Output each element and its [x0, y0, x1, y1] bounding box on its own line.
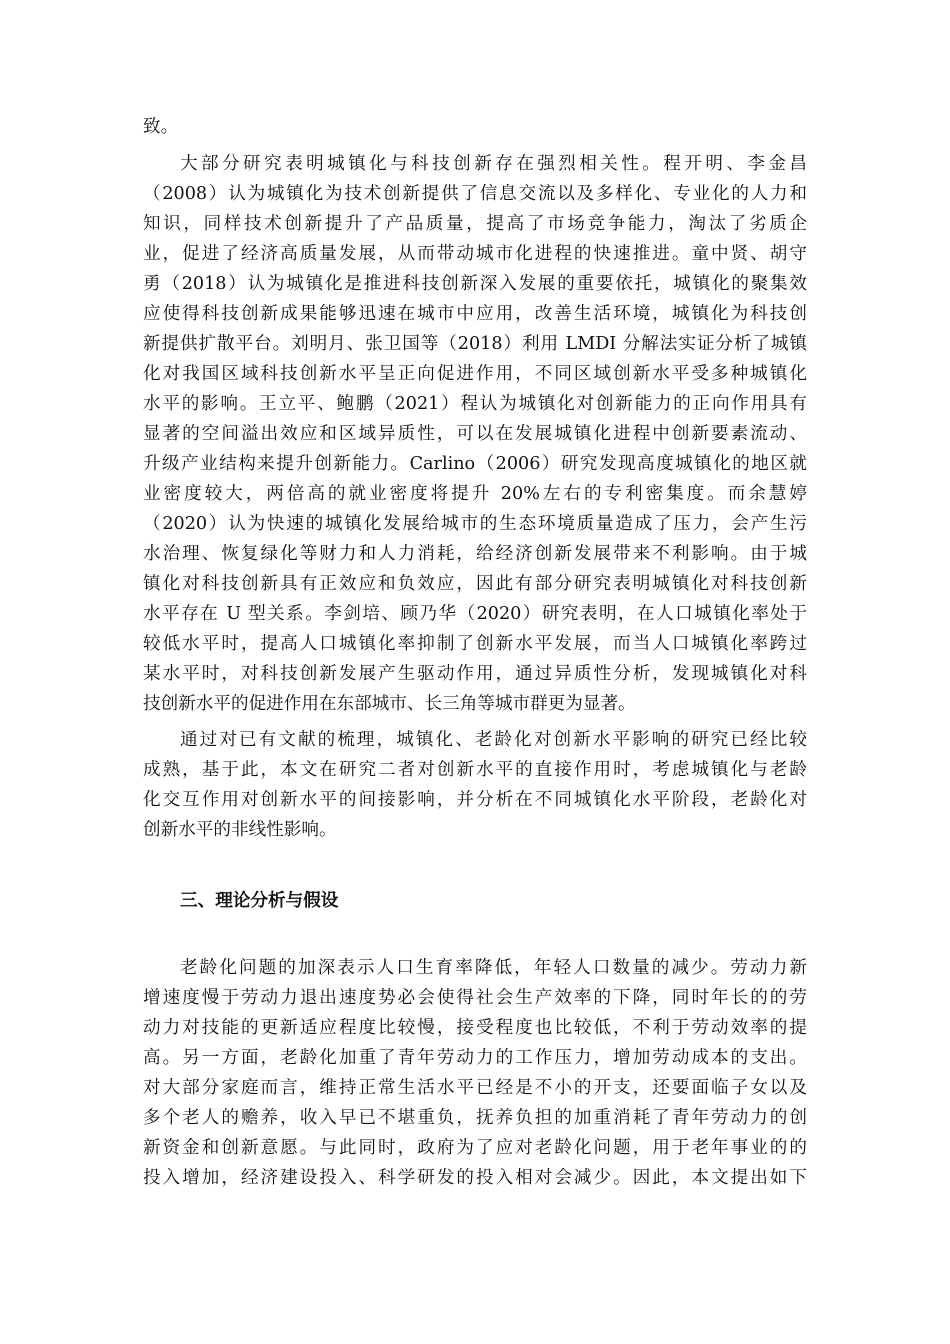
text-line: 化交互作用对创新水平的间接影响，并分析在不同城镇化水平阶段，老龄化对 [143, 790, 807, 810]
text-line: 投入增加，经济建设投入、科学研发的投入相对会减少。因此，本文提出如下 [143, 1168, 807, 1188]
text-line: 业密度较大，两倍高的就业密度将提升 20%左右的专利密集度。而余慧婷 [143, 484, 807, 504]
text-line: 新资金和创新意愿。与此同时，政府为了应对老龄化问题，用于老年事业的的 [143, 1138, 807, 1158]
text-line: 动力对技能的更新适应程度比较慢，接受程度也比较低，不利于劳动效率的提 [143, 1018, 807, 1038]
text-line: 某水平时，对科技创新发展产生驱动作用，通过异质性分析，发现城镇化对科 [143, 664, 807, 684]
text-line: 多个老人的赡养，收入早已不堪重负，抚养负担的加重消耗了青年劳动力的创 [143, 1108, 807, 1128]
text-line: 对大部分家庭而言，维持正常生活水平已经是不小的开支，还要面临子女以及 [143, 1078, 807, 1098]
section-heading: 三、理论分析与假设 [180, 891, 339, 911]
text-line: 技创新水平的促进作用在东部城市、长三角等城市群更为显著。 [143, 694, 636, 714]
text-line: 业，促进了经济高质量发展，从而带动城市化进程的快速推进。童中贤、胡守 [143, 244, 807, 264]
text-line: 水平的影响。王立平、鲍鹏（2021）程认为城镇化对创新能力的正向作用具有 [143, 394, 807, 414]
text-line: 水治理、恢复绿化等财力和人力消耗，给经济创新发展带来不利影响。由于城 [143, 544, 807, 564]
text-line: 升级产业结构来提升创新能力。Carlino（2006）研究发现高度城镇化的地区就 [143, 454, 807, 474]
text-line: 高。另一方面，老龄化加重了青年劳动力的工作压力，增加劳动成本的支出。 [143, 1048, 807, 1068]
text-line: （2020）认为快速的城镇化发展给城市的生态环境质量造成了压力，会产生污 [143, 514, 807, 534]
text-line: 增速度慢于劳动力退出速度势必会使得社会生产效率的下降，同时年长的的劳 [143, 988, 807, 1008]
text-line: 致。 [143, 117, 179, 137]
text-line: 镇化对科技创新具有正效应和负效应，因此有部分研究表明城镇化对科技创新 [143, 574, 807, 594]
text-line: 显著的空间溢出效应和区域异质性，可以在发展城镇化进程中创新要素流动、 [143, 424, 807, 444]
text-line: 勇（2018）认为城镇化是推进科技创新深入发展的重要依托，城镇化的聚集效 [143, 274, 807, 294]
text-line: 知识，同样技术创新提升了产品质量，提高了市场竞争能力，淘汰了劣质企 [143, 214, 807, 234]
text-line: 创新水平的非线性影响。 [143, 820, 337, 840]
text-line: 大部分研究表明城镇化与科技创新存在强烈相关性。程开明、李金昌 [180, 154, 807, 174]
text-line: 通过对已有文献的梳理，城镇化、老龄化对创新水平影响的研究已经比较 [180, 730, 807, 750]
text-line: 较低水平时，提高人口城镇化率抑制了创新水平发展，而当人口城镇化率跨过 [143, 634, 807, 654]
text-line: 老龄化问题的加深表示人口生育率降低，年轻人口数量的减少。劳动力新 [180, 958, 807, 978]
text-line: 化对我国区域科技创新水平呈正向促进作用，不同区域创新水平受多种城镇化 [143, 364, 807, 384]
text-line: 水平存在 U 型关系。李剑培、顾乃华（2020）研究表明，在人口城镇化率处于 [143, 604, 807, 624]
text-line: 成熟，基于此，本文在研究二者对创新水平的直接作用时，考虑城镇化与老龄 [143, 760, 807, 780]
text-line: 新提供扩散平台。刘明月、张卫国等（2018）利用 LMDI 分解法实证分析了城镇 [143, 334, 807, 354]
text-line: 应使得科技创新成果能够迅速在城市中应用，改善生活环境，城镇化为科技创 [143, 304, 807, 324]
text-line: （2008）认为城镇化为技术创新提供了信息交流以及多样化、专业化的人力和 [143, 184, 807, 204]
